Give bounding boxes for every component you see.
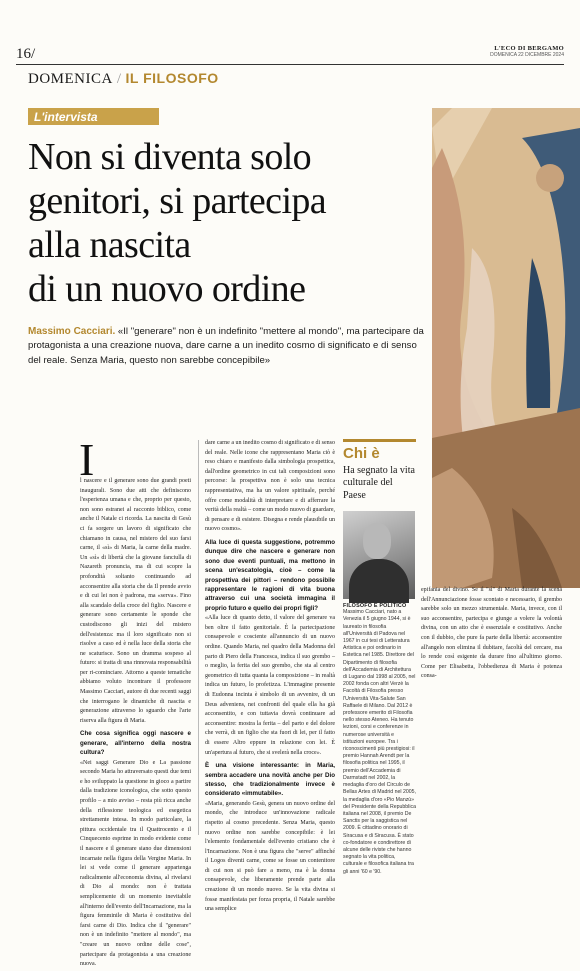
drop-cap: I xyxy=(79,434,95,485)
question: È una visione interessante: in Maria, sembra accadere una novità anche per Dio stesso, che tradizionalmente invece è considerato «immutabile». xyxy=(205,762,335,798)
page-number: 16/ xyxy=(16,46,36,62)
newspaper-name: L'ECO DI BERGAMO xyxy=(494,45,564,52)
paragraph: «Alla luce di quanto detto, il valore del generare va ben oltre il fatto genitoriale. È la partecipazione consapevole e cosciente all'annuncio di un nuovo ordine. Quando Maria, nel quadro della Madonna del parto di Piero della Francesca, indica il suo grembo – o meglio, la ferita del suo grembo, che sta al centro geometrico di tutta quanta la composizione – in realtà indica un futuro, lo profetizza. L'immagine presente di Eudonna incinta è simbolo di un avvenire, di un Deus adveniens, nei confronti del quale ella ha già acconsentito, e con tuttavia dovrà continuare ad acconsentire: mostra la ferita – del parto e del dolore che verrà, di un figlio che sta fuori di lei, per il fatto di essere Altro eppure in relazione con lei. È un'apertura al futuro, che si svelerà nella croce». xyxy=(205,615,335,756)
section-topic: IL FILOSOFO xyxy=(125,70,219,86)
article-column-3 xyxy=(421,586,562,683)
bio-text: Massimo Cacciari, nato a Venezia il 5 giugno 1944, si è laureato in filosofia all'Università di Padova nel 1967 in cui tesi di Letteratura Artistica e poi ordinario in Estetica nel 1985. Direttore del Dipartimento di filosofia dell'Accademia di Architettura di Lugano dal 1998 al 2005, nel 2002 fonda con altri Verzè la Facoltà di Filosofia presso l'Università Vita-Salute San Raffaele di Milano. Dal 2012 è professore emerito di Filosofia nello stesso Ateneo. Ha tenuto lezioni, corsi e conferenze in numerose università e istituzioni europee. Tra i riconoscimenti più prestigiosi: il premio Hannah Arendt per la filosofia politica nel 1995, il premio dell'Accademia di Darmstadt nel 2002, la medaglia d'oro del Circulo de Bellas Artes di Madrid nel 2005, la medaglia d'oro «Pio Manzù» del Presidente della Repubblica italiana nel 2008, il premio De Sanctis per la saggistica nel 2009. È cittadino onorario di Siracusa e di Siracusa. È stato co-fondatore e condirettore di alcune delle riviste che hanno segnato la vita politica, culturale e filosofica italiana tra gli anni '60 e '90. xyxy=(343,609,416,875)
kicker-label: L'intervista xyxy=(28,108,159,125)
painting-svg xyxy=(432,108,580,588)
paragraph: epifania del divino. Se il "sì" di Maria durante la scena dell'Annunciazione fosse scontato e necessario, il grembo sarebbe solo un mezzo strumentale. Maria, invece, con il suo acconsentire, partecipa e giunge a volere la volontà divina, con un atto che è essenziale e costitutivo. Anche con il dubbio, che pure fa parte della libertà: acconsentire all'angelo non elimina il dubitare, facoltà del cercare, ma lo rende così esigente da durare fino all'ultimo giorno. Come per Elisabetta, l'obbedienza di Maria è potenza consa- xyxy=(421,587,562,680)
annunciation-painting-image xyxy=(432,108,580,588)
article-column-1 xyxy=(80,477,191,971)
top-bar xyxy=(16,44,564,62)
portrait-head xyxy=(363,523,391,559)
top-rule xyxy=(16,64,564,65)
summary xyxy=(28,325,426,368)
column-divider xyxy=(198,440,199,835)
paragraph: «Nei saggi Generare Dio e La passione secondo Maria ho attraversato questi due temi e ho sviluppato la questione in gioco a partire dalla tradizione iconologica, che sotto questo profilo – a mio avviso – resta più ricca anche della riflessione teologica ed esegetica strettamente intesa. In modo particolare, la pittura occidentale tra il Quattrocento e il Cinquecento esprime in modo evidente come il nascere e il generare siano due dimensioni incarnate nella figura della Vergine Maria. In lei si vede come il generare appartenga radicalmente all'economia divina, al rivelarsi di Dio al mondo: non è trattata semplicemente di un momento inevitabile all'interno dell'evento dell'Incarnazione, ma la figura femminile di Maria è costitutiva del farsi carne di Dio. Indica che il "generare" non è un indefinito "mettere al mondo", ma "creare un nuovo ordine delle cose", partecipare da protagonista a una creazione nuova. xyxy=(80,759,191,968)
masthead xyxy=(490,45,564,58)
section-day: DOMENICA xyxy=(28,71,113,87)
section-slash: / xyxy=(116,71,122,87)
sidebar-tagline: Ha segnato la vita culturale del Paese xyxy=(343,465,415,501)
summary-text: «Il "generare" non è un indefinito "mettere al mondo", ma partecipare da protagonista a una creazione nuova, dare carne a un inedito cosmo di significato e di senso del reale. Senza Maria, questo non sarebbe concepibile» xyxy=(28,326,424,366)
article-column-2 xyxy=(205,439,335,916)
section-header xyxy=(28,70,219,88)
sidebar-title: Chi è xyxy=(343,439,416,462)
headline-line: Non si diventa solo xyxy=(28,136,312,178)
issue-date: DOMENICA 22 DICEMBRE 2024 xyxy=(490,52,564,58)
headline xyxy=(28,135,428,311)
headline-line: genitori, si partecipa xyxy=(28,180,327,222)
question: Alla luce di questa suggestione, potremmo dunque dire che nascere e generare non sono due eventi puntuali, ma mettono in scena un'escatologia, cioè – come la prospettiva dei pittori – rendono possibile rappresentare le ragioni di vita buona attraverso cui una società immagina il proprio futuro e quello dei propri figli? xyxy=(205,538,335,612)
portrait-body xyxy=(349,559,409,603)
paragraph: «Maria, generando Gesù, genera un nuovo ordine del mondo, che introduce un'innovazione radicale rispetto al cosmo precedente. Senza Maria, questo nuovo ordine non sarebbe concepibile: è lei l'elemento fondamentale dell'evento cristiano che è l'Incarnazione. Non è una figura che "serve" affinché il Logos diventi carne, come se fosse un contenitore di cui non si può fare a meno, ma è la donna consapevole, che liberamente prende parte alla creazione di un mondo nuovo. Se la vita divina si fosse manifestata per forza propria, il Natale sarebbe una semplice xyxy=(205,800,335,913)
paragraph: dare carne a un inedito cosmo di significato e di senso del reale. Nelle icone che rappresentano Maria ciò è reso chiaro e manifesto dalla simbologia prospettica, dall'ordine geometrico in cui tali composizioni sono percorse: la prospettiva non è solo una tecnica rappresentativa, ma ha un valore spirituale, perché offre come modalità di interpretare e di afferrare la verità della realtà – come un modo nuovo di guardare, di pensare e di esistere. Disegna e rende plausibile un nuovo cosmo». xyxy=(205,440,335,533)
sidebar-box xyxy=(343,439,416,876)
author-name: Massimo Cacciari. xyxy=(28,326,116,337)
portrait-photo xyxy=(343,511,415,599)
question: Che cosa significa oggi nascere e generare, all'interno della nostra cultura? xyxy=(80,730,191,757)
paragraph: l nascere e il generare sono due grandi poeti inaugurali. Sono due atti che definiscono l'esperienza umana e che, proprio per questo, non sono estranei al racconto biblico, come anche il Natale ci ricorda. La nascita di Gesù ci fa sorgere un lavoro di significato che chiamano in causa, nel mistero del suo farsi carne, il «sì» di Maria, la carne della madre. Un «sì» di libertà che la giovane fanciulla di Nazareth pronuncia, ma di cui scopre la profondità soltanto continuando ad acconsentire alla storia che da Il prende avvio e di cui lei non è padrona, ma «serva». Fino alla scandalo della croce del figlio. Nascere e generare sono certamente le sponde che custodiscono gli inizi del mistero dell'esistenza: ma il loro significato non si risolve a caso ed è nella luce della storia che ne scaturisce. Sono un dramma sospeso al futuro: si tratta di una rinnovata responsabilità per ri-cominciare. Attorno a queste tematiche abbiamo voluto incontrare il professore Massimo Cacciari, autore di due recenti saggi che interrogano le dinamiche di nascita e generazione attraverso lo sguardo che l'arte riserva alla figura di Maria. xyxy=(80,478,191,724)
headline-line: di un nuovo ordine xyxy=(28,268,306,310)
headline-line: alla nascita xyxy=(28,224,191,266)
bio-title: FILOSOFO E POLITICO xyxy=(343,603,407,610)
